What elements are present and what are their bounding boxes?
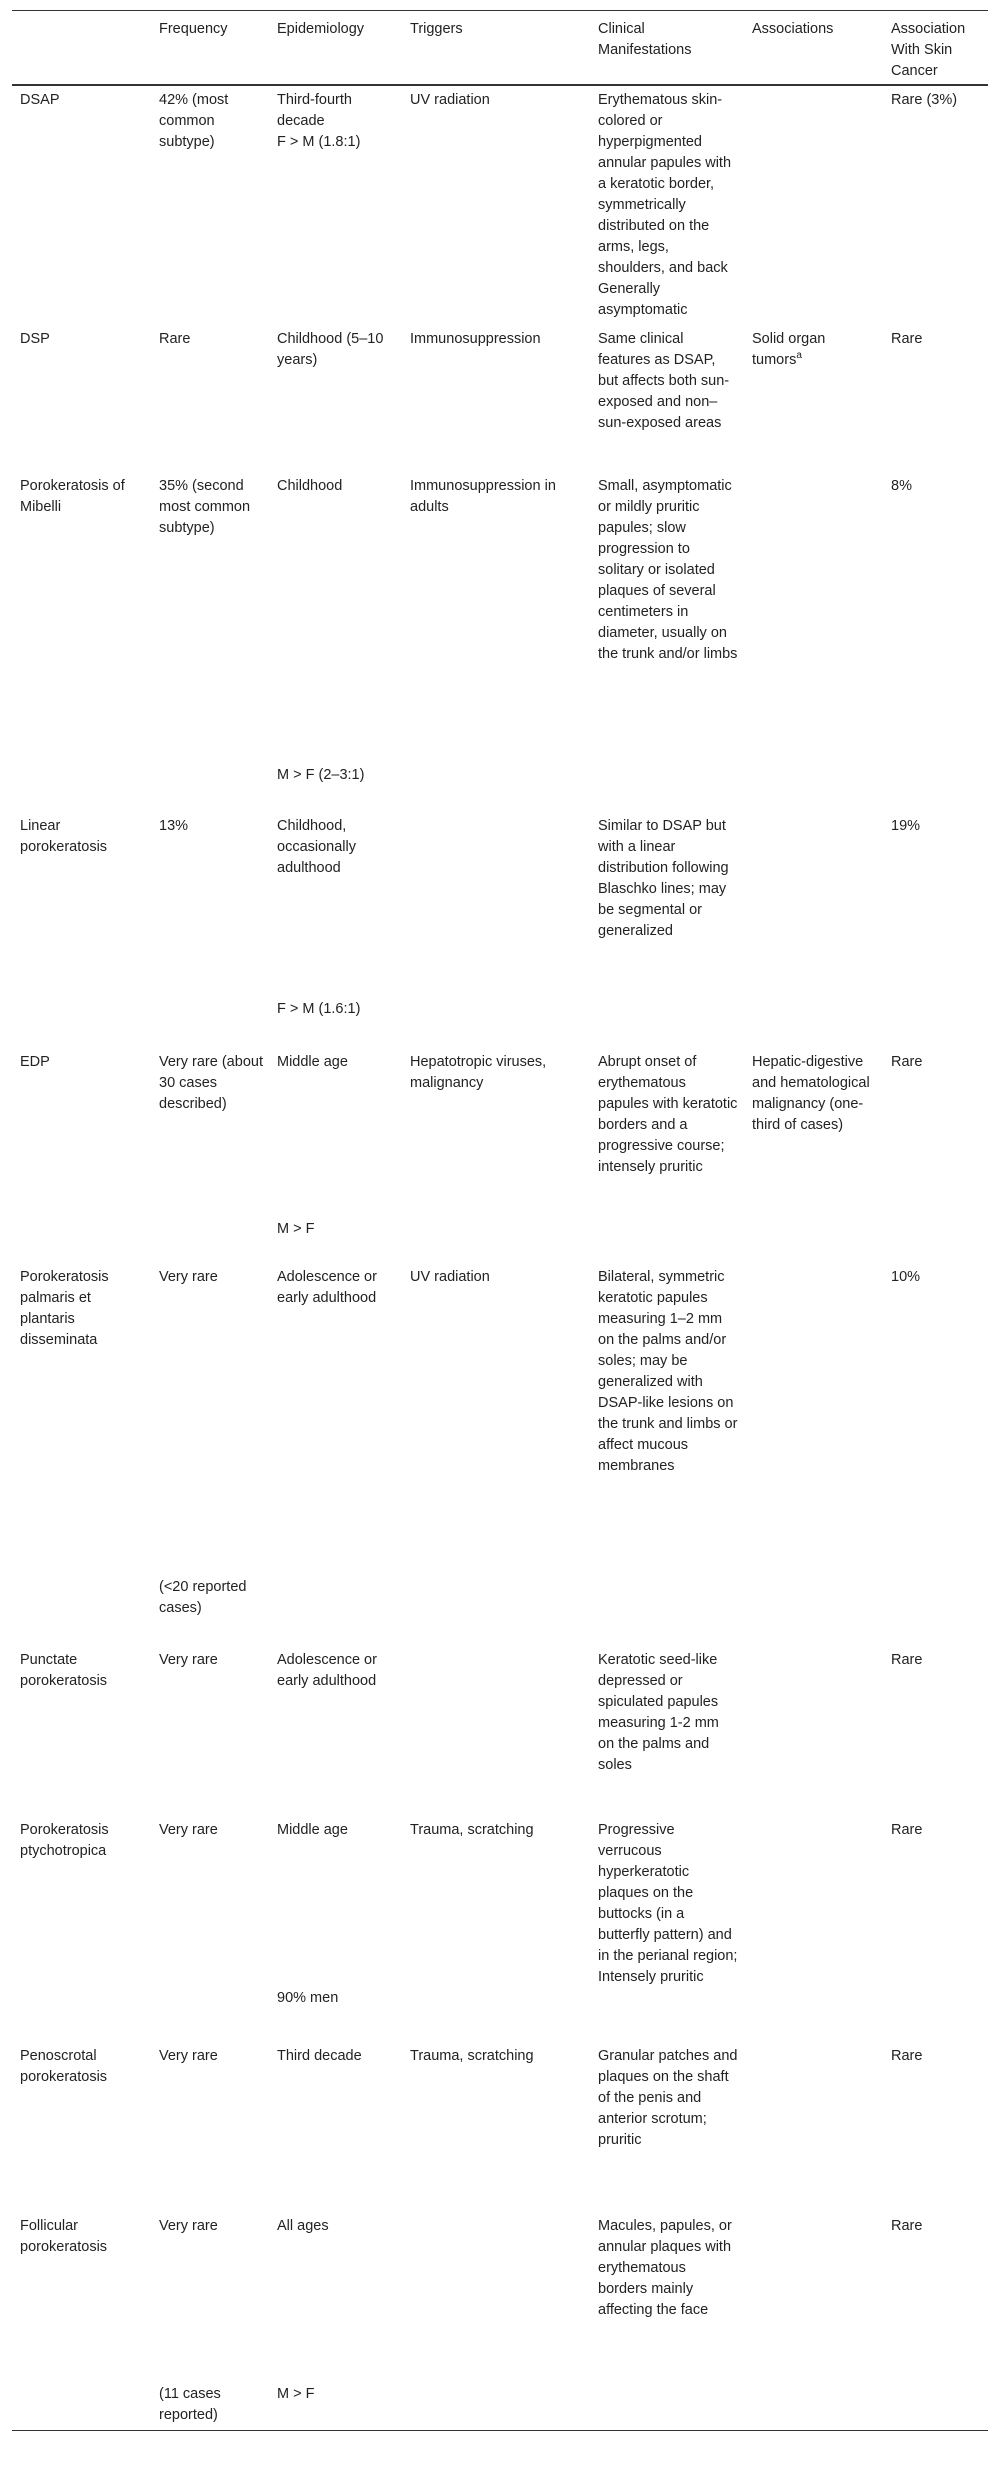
subtype-cell: Punctate porokeratosis: [20, 1652, 108, 1689]
frequency-cell: 42% (most common subtype): [159, 92, 229, 150]
associations-cell: [744, 2042, 883, 2212]
epidemiology-text: Middle age: [277, 1822, 348, 1838]
sex-ratio-text: M > F (2–3:1): [277, 767, 365, 783]
triggers-cell: UV radiation: [410, 1269, 490, 1285]
frequency-text: Very rare: [159, 2218, 218, 2234]
frequency-cell: [151, 2212, 269, 2431]
associations-cell: [744, 325, 883, 472]
associations-cell: [744, 472, 883, 812]
skin-cancer-cell: Rare: [891, 331, 923, 347]
clinical-cell: Abrupt onset of erythematous papules with keratotic borders and a progressive course; intensely pruritic: [598, 1054, 738, 1175]
skin-cancer-cell: Rare: [891, 2048, 923, 2064]
epidemiology-cell: [269, 1816, 402, 2042]
epidemiology-text: Middle age: [277, 1054, 348, 1070]
table-row: [12, 1646, 988, 1816]
associations-cell: [744, 1816, 883, 2042]
sex-ratio-text: M > F: [277, 2386, 315, 2402]
header-cell: Associations: [752, 21, 834, 37]
associations-text: Solid organ tumors: [752, 331, 826, 368]
triggers-cell: [402, 2212, 590, 2431]
table-row: [12, 472, 988, 812]
subtype-cell: DSAP: [20, 92, 60, 108]
clinical-cell: Small, asymptomatic or mildly pruritic papules; slow progression to solitary or isolated plaques of several centimeters in diameter, usually on the trunk and/or limbs: [598, 478, 738, 662]
triggers-cell: Immunosuppression in adults: [410, 478, 556, 515]
subtype-cell: Penoscrotal porokeratosis: [20, 2048, 108, 2085]
epidemiology-cell: Third decade: [277, 2048, 362, 2064]
triggers-cell: Hepatotropic viruses, malignancy: [410, 1054, 547, 1091]
table-row: [12, 1816, 988, 2042]
associations-cell: [744, 812, 883, 1048]
porokeratosis-table: [12, 10, 988, 2431]
frequency-cell: 35% (second most common subtype): [159, 478, 251, 536]
header-cell: Clinical Manifestations: [598, 21, 692, 58]
table-row: [12, 1048, 988, 1263]
frequency-cell: Very rare (about 30 cases described): [159, 1054, 263, 1112]
frequency-cell: [151, 1263, 269, 1646]
skin-cancer-cell: Rare: [891, 1652, 923, 1668]
sex-ratio-text: F > M (1.6:1): [277, 1001, 361, 1017]
subtype-cell: Porokeratosis of Mibelli: [20, 478, 125, 515]
header-cell: Association With Skin Cancer: [891, 21, 966, 79]
associations-cell: [744, 2212, 883, 2431]
table-row: [12, 1263, 988, 1646]
clinical-cell: Same clinical features as DSAP, but affects both sun-exposed and non–sun-exposed areas: [598, 331, 730, 431]
table-row: [12, 2042, 988, 2212]
table-row: [12, 812, 988, 1048]
frequency-extra-text: (<20 reported cases): [159, 1579, 247, 1616]
subtype-cell: Porokeratosis palmaris et plantaris disseminata: [20, 1269, 109, 1348]
sex-ratio-text: M > F: [277, 1221, 315, 1237]
clinical-cell: Similar to DSAP but with a linear distribution following Blaschko lines; may be segmental or generalized: [598, 818, 729, 939]
header-row: [12, 11, 988, 86]
subtype-cell: DSP: [20, 331, 50, 347]
header-cell: Frequency: [159, 21, 228, 37]
table-row: [12, 2212, 988, 2431]
triggers-cell: Immunosuppression: [410, 331, 541, 347]
frequency-cell: Rare: [159, 331, 191, 347]
frequency-cell: Very rare: [159, 2048, 218, 2064]
clinical-cell: Keratotic seed-like depressed or spiculated papules measuring 1-2 mm on the palms and soles: [598, 1652, 719, 1773]
epidemiology-cell: Childhood (5–10 years): [277, 331, 384, 368]
clinical-cell: Bilateral, symmetric keratotic papules measuring 1–2 mm on the palms and/or soles; may be generalized with DSAP-like lesions on the trunk and limbs or affect mucous membranes: [598, 1269, 738, 1474]
clinical-text: Erythematous skin-colored or hyperpigmented annular papules with a keratotic border, symmetrically distributed on the arms, legs, shoulders, and back: [598, 92, 732, 276]
epidemiology-text: Third-fourth decade: [277, 92, 352, 129]
epidemiology-text: Childhood: [277, 478, 343, 494]
epidemiology-text: Childhood, occasionally adulthood: [277, 818, 356, 876]
frequency-cell: Very rare: [159, 1652, 218, 1668]
skin-cancer-cell: Rare: [891, 2218, 923, 2234]
triggers-cell: [402, 812, 590, 1048]
associations-cell: [744, 1263, 883, 1646]
epidemiology-cell: [269, 2212, 402, 2431]
subtype-cell: Porokeratosis ptychotropica: [20, 1822, 109, 1859]
table-row: [12, 85, 988, 325]
clinical-extra-text: Intensely pruritic: [598, 1969, 704, 1985]
triggers-cell: [402, 1646, 590, 1816]
epidemiology-cell: Adolescence or early adulthood: [277, 1652, 377, 1689]
skin-cancer-cell: 10%: [891, 1269, 921, 1285]
clinical-cell: [590, 1816, 744, 2042]
epidemiology-cell: [269, 472, 402, 812]
header-cell: Triggers: [410, 21, 463, 37]
associations-cell: [744, 85, 883, 325]
clinical-cell: [590, 85, 744, 325]
epidemiology-text: All ages: [277, 2218, 329, 2234]
skin-cancer-cell: Rare (3%): [891, 92, 958, 108]
associations-cell: Hepatic-digestive and hematological malignancy (one-third of cases): [752, 1054, 870, 1133]
clinical-text: Progressive verrucous hyperkeratotic plaques on the buttocks (in a butterfly pattern) and in the perianal region;: [598, 1822, 738, 1964]
clinical-extra-text: Generally asymptomatic: [598, 281, 688, 318]
epidemiology-cell: [269, 812, 402, 1048]
epidemiology-cell: [269, 85, 402, 325]
epidemiology-cell: [269, 1048, 402, 1263]
triggers-cell: Trauma, scratching: [410, 2048, 534, 2064]
skin-cancer-cell: 19%: [891, 818, 921, 834]
header-cell: Epidemiology: [277, 21, 365, 37]
skin-cancer-cell: Rare: [891, 1054, 923, 1070]
sex-ratio-text: 90% men: [277, 1990, 339, 2006]
triggers-cell: UV radiation: [410, 92, 490, 108]
clinical-cell: Macules, papules, or annular plaques with erythematous borders mainly affecting the face: [598, 2218, 732, 2318]
footnote-marker: a: [796, 350, 802, 362]
skin-cancer-cell: Rare: [891, 1822, 923, 1838]
frequency-cell: 13%: [159, 818, 189, 834]
frequency-text: Very rare: [159, 1269, 218, 1285]
subtype-cell: Linear porokeratosis: [20, 818, 108, 855]
sex-ratio-text: F > M (1.8:1): [277, 134, 361, 150]
frequency-extra-text: (11 cases reported): [159, 2386, 221, 2423]
clinical-cell: Granular patches and plaques on the shaft of the penis and anterior scrotum; pruritic: [598, 2048, 738, 2148]
associations-cell: [744, 1646, 883, 1816]
table-row: [12, 325, 988, 472]
header-cell: [12, 11, 151, 86]
subtype-cell: Follicular porokeratosis: [20, 2218, 108, 2255]
epidemiology-cell: Adolescence or early adulthood: [277, 1269, 377, 1306]
frequency-cell: Very rare: [159, 1822, 218, 1838]
triggers-cell: Trauma, scratching: [410, 1822, 534, 1838]
skin-cancer-cell: 8%: [891, 478, 912, 494]
subtype-cell: EDP: [20, 1054, 50, 1070]
